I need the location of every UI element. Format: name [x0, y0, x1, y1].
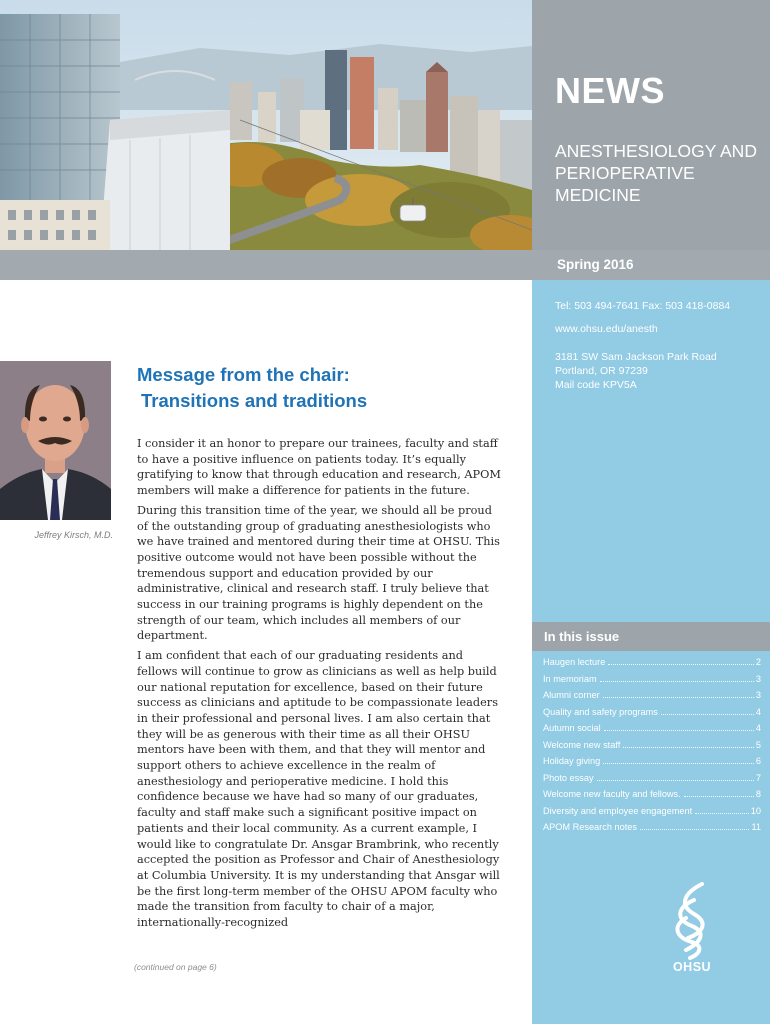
flame-logo-icon: [664, 880, 720, 960]
toc-item[interactable]: Photo essay 7: [543, 772, 761, 783]
toc-item[interactable]: Quality and safety programs 4: [543, 706, 761, 717]
website-link[interactable]: www.ohsu.edu/anesth: [555, 323, 658, 335]
table-of-contents: [543, 657, 761, 839]
ohsu-wordmark: OHSU: [672, 960, 712, 974]
department-name: ANESTHESIOLOGY AND PERIOPERATIVE MEDICINE: [555, 141, 757, 205]
issue-season: Spring 2016: [557, 257, 634, 272]
chair-portrait: [0, 361, 111, 520]
in-this-issue-header: [532, 622, 770, 651]
phone-fax: Tel: 503 494-7641 Fax: 503 418-0884: [555, 300, 731, 312]
address-line-2: Portland, OR 97239: [555, 365, 648, 377]
address-line-1: 3181 SW Sam Jackson Park Road: [555, 351, 717, 363]
newsletter-title: NEWS: [555, 70, 665, 111]
article-body: [137, 436, 505, 935]
continued-note[interactable]: (continued on page 6): [134, 962, 217, 972]
season-band: [0, 250, 770, 280]
toc-item[interactable]: In memoriam 3: [543, 673, 761, 684]
toc-item[interactable]: Diversity and employee engagement 10: [543, 805, 761, 816]
toc-item[interactable]: Holiday giving 6: [543, 756, 761, 766]
headline-line-2: Transitions and traditions: [141, 390, 368, 411]
toc-item[interactable]: Haugen lecture 2: [543, 657, 761, 667]
in-this-issue-title: In this issue: [544, 629, 620, 644]
toc-item[interactable]: Autumn social 4: [543, 723, 761, 733]
masthead: [532, 0, 770, 250]
headline-line-1: Message from the chair:: [137, 364, 350, 385]
city-skyline-illustration: [0, 0, 532, 250]
article-paragraph: I consider it an honor to prepare our trainees, faculty and staff to have a positive influence on patients today. It’s equally gratifying to know that through education and research, APOM members will make a difference for patients in the future.: [137, 437, 501, 498]
toc-item[interactable]: Welcome new faculty and fellows. 8: [543, 789, 761, 799]
article-paragraph: I am confident that each of our graduating residents and fellows will continue to grow as clinicians as well as help build our national reputation for excellence, based on their future success as clinicians and aptitude to be compassionate leaders in their professional and personal lives. I am also certain that they will be as generous with their time as all their OHSU mentors have been with them, and that they will mentor and support others to achieve excellence in the realm of anesthesiology and perioperative medicine. I hold this confidence because we have had so many of our graduates, faculty and staff make such a significant positive impact on patients and their local community. As a current example, I would like to congratulate Dr. Ansgar Brambrink, who recently accepted the position as Professor and Chair of Anesthesiology at Columbia University. It is my understanding that Ansgar will be the first long-term member of the OHSU APOM faculty who made the transition from faculty to chair of a major, internationally-recognized: [137, 649, 500, 930]
article-headline: [137, 362, 367, 414]
portrait-caption: Jeffrey Kirsch, M.D.: [34, 530, 113, 540]
cover-photo: [0, 0, 532, 250]
toc-item[interactable]: APOM Research notes 11: [543, 822, 761, 832]
ohsu-logo: [664, 880, 720, 976]
article-paragraph: During this transition time of the year, we should all be proud of the outstanding group of graduating anesthesiologists who we have trained and mentored during their time at OHSU. This positive outcome would not have been possible without the tremendous support and education provided by our administrative, clinical and research staff. I truly believe that success in our training programs is highly dependent on the strength of our team, which includes all members of our department.: [137, 503, 500, 643]
mail-code: Mail code KPV5A: [555, 379, 637, 391]
toc-item[interactable]: Alumni corner 3: [543, 690, 761, 700]
contact-info: [555, 299, 765, 392]
toc-item[interactable]: Welcome new staff 5: [543, 739, 761, 750]
portrait-illustration: [0, 361, 111, 520]
